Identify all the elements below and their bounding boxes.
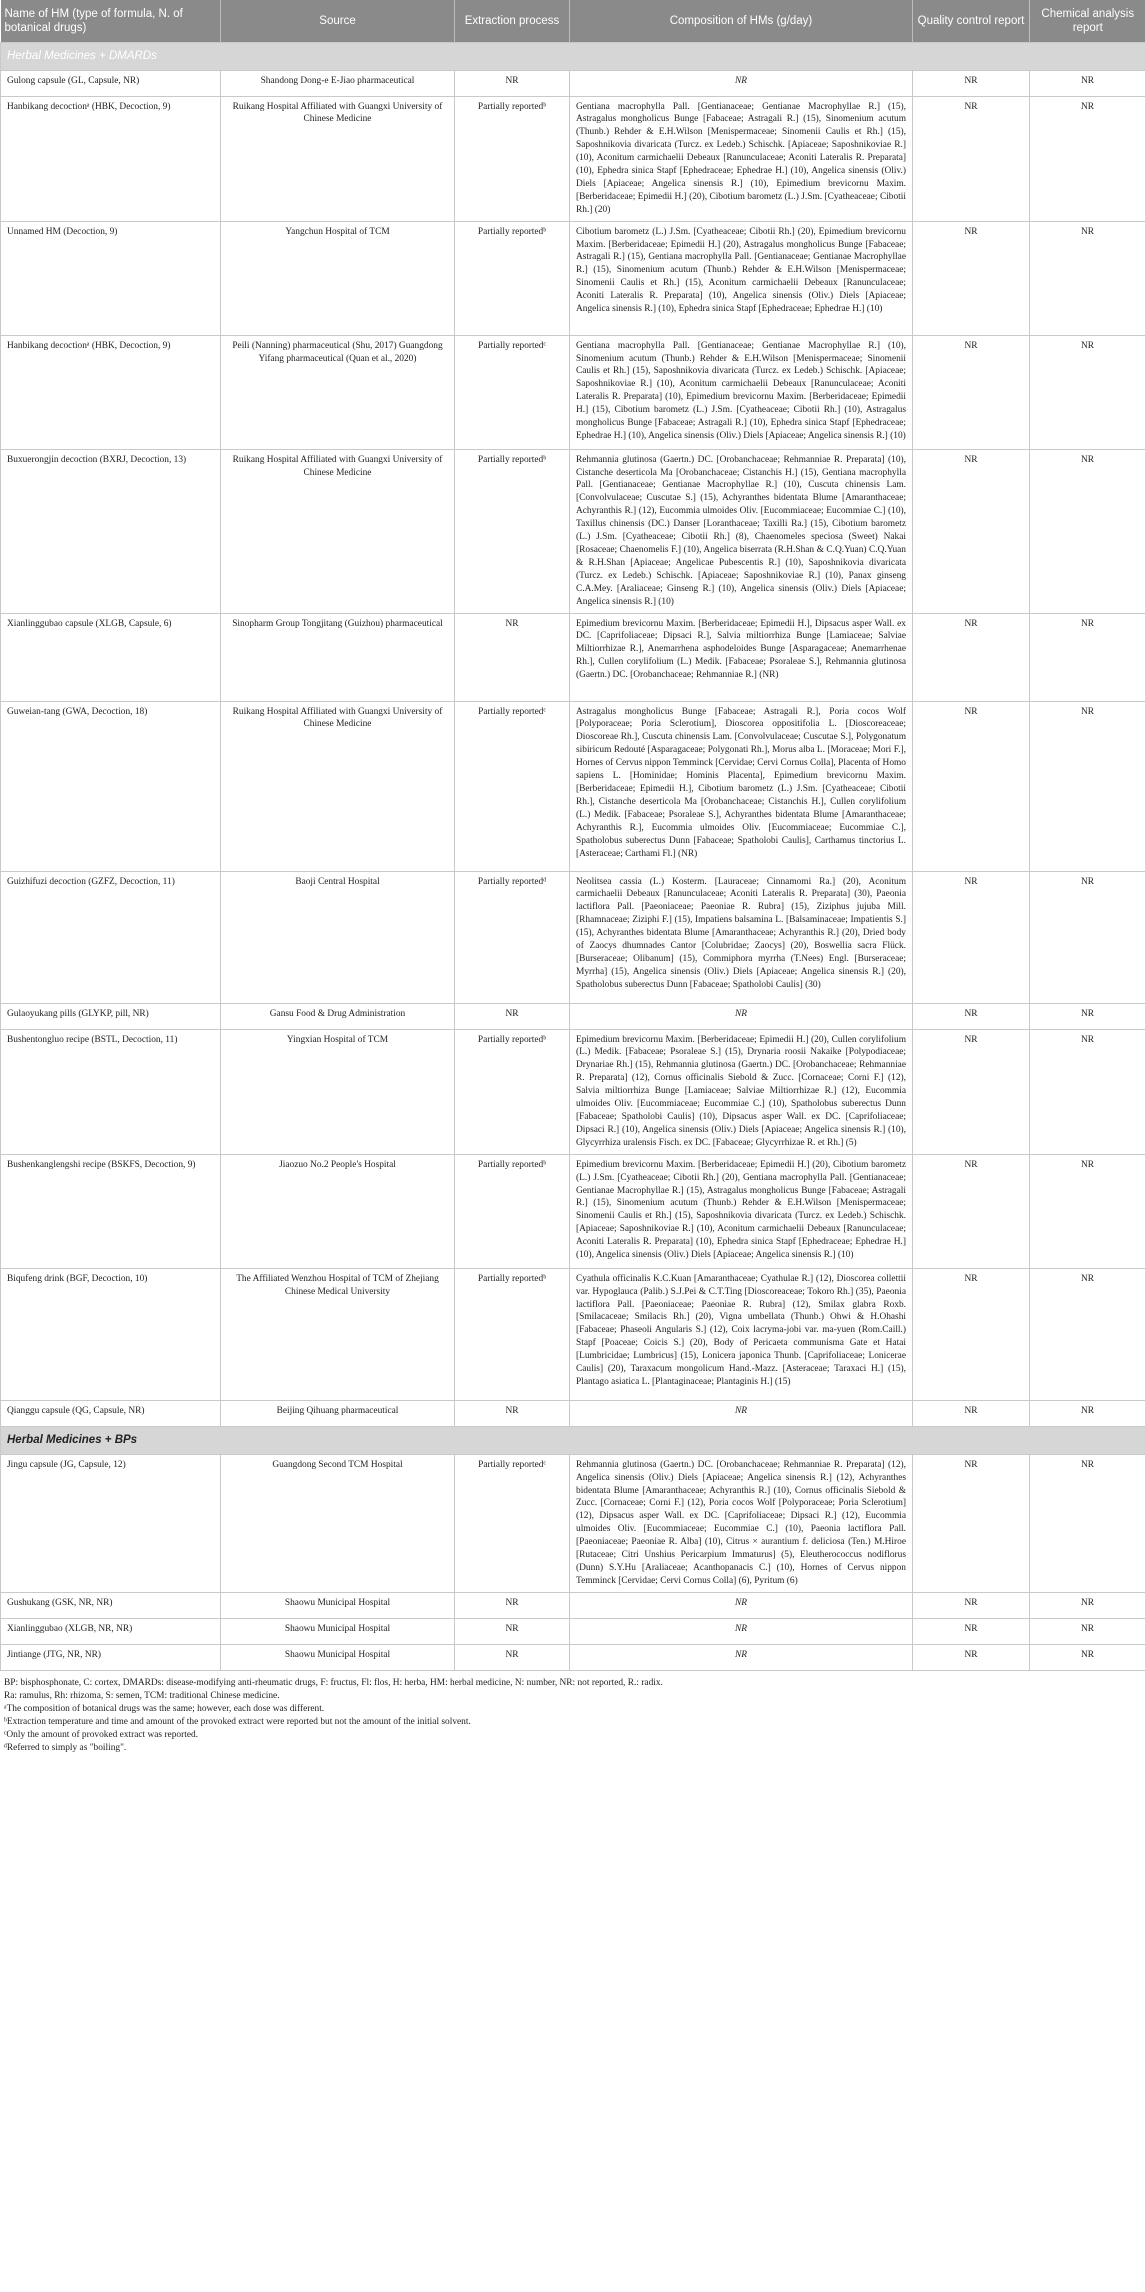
source-cell: Baoji Central Hospital (221, 871, 455, 1003)
quality-control-cell: NR (913, 1029, 1030, 1154)
chemical-analysis-cell: NR (1030, 1154, 1145, 1268)
chemical-analysis-cell: NR (1030, 1644, 1145, 1670)
hm-name-cell: Gulong capsule (GL, Capsule, NR) (1, 70, 221, 96)
source-cell: Ruikang Hospital Affiliated with Guangxi University of Chinese Medicine (221, 449, 455, 613)
quality-control-cell: NR (913, 335, 1030, 449)
source-cell: Shandong Dong-e E-Jiao pharmaceutical (221, 70, 455, 96)
chemical-analysis-cell: NR (1030, 1618, 1145, 1644)
chemical-analysis-cell: NR (1030, 613, 1145, 701)
quality-control-cell: NR (913, 1454, 1030, 1592)
source-cell: Beijing Qihuang pharmaceutical (221, 1400, 455, 1426)
extraction-cell: Partially reportedᵈ (455, 871, 570, 1003)
footnote-line: ᵈReferred to simply as "boiling". (4, 1742, 127, 1753)
composition-cell: Epimedium brevicornu Maxim. [Berberidaceae; Epimedii H.] (20), Cullen corylifolium (L.) Medik. [Fabaceae; Psoraleae S.] (15), Drynaria roosii Nakaike [Polypodiaceae; Drynariae Rh.] (15), Rehmannia glutinosa (Gaertn.) DC. [Orobanchaceae; Rehmanniae R. Preparata] (12), Cornus officinalis Siebold & Zucc. [Cornaceae; Corni F.] (12), Salvia miltiorrhiza Bunge [Lamiaceae; Salviae Miltiorrhizae R.] (12), Eucommia ulmoides Oliv. [Eucommiaceae; Eucommiae C.] (10), Spatholobus suberectus Dunn [Fabaceae; Spatholobi Caulis] (10), Dipsacus asper Wall. ex DC. [Caprifoliaceae; Dipsaci R.] (10), Angelica sinensis (Oliv.) Diels [Apiaceae; Angelica sinensis R.] (10), Glycyrrhiza uralensis Fisch. ex DC. [Fabaceae; Glycyrrhizae R. et Rh.] (5) (570, 1029, 913, 1154)
chemical-analysis-cell: NR (1030, 871, 1145, 1003)
hm-name-cell: Gushukang (GSK, NR, NR) (1, 1592, 221, 1618)
composition-cell: NR (570, 1618, 913, 1644)
source-cell: Ruikang Hospital Affiliated with Guangxi University of Chinese Medicine (221, 701, 455, 871)
composition-cell: NR (570, 70, 913, 96)
col-header-extraction: Extraction process (455, 0, 570, 42)
extraction-cell: NR (455, 1003, 570, 1029)
quality-control-cell: NR (913, 96, 1030, 221)
hm-name-cell: Biqufeng drink (BGF, Decoction, 10) (1, 1268, 221, 1400)
hm-name-cell: Bushentongluo recipe (BSTL, Decoction, 11) (1, 1029, 221, 1154)
hm-name-cell: Qianggu capsule (QG, Capsule, NR) (1, 1400, 221, 1426)
table-row (1, 1003, 1145, 1029)
chemical-analysis-cell: NR (1030, 1003, 1145, 1029)
footnote-line: Ra: ramulus, Rh: rhizoma, S: semen, TCM: traditional Chinese medicine. (4, 1690, 280, 1701)
chemical-analysis-cell: NR (1030, 1592, 1145, 1618)
composition-cell: Neolitsea cassia (L.) Kosterm. [Lauraceae; Cinnamomi Ra.] (20), Aconitum carmichaelii Debeaux [Ranunculaceae; Aconiti Lateralis R. Preparata] (30), Paeonia lactiflora Pall. [Paeoniaceae; Paeoniae R. Rubra] (15), Ziziphus jujuba Mill. [Rhamnaceae; Ziziphi F.] (15), Impatiens balsamina L. [Balsaminaceae; Impatientis S.] (15), Achyranthes bidentata Blume [Amaranthaceae; Achyranthis R.] (20), Dried body of Zaocys dhumnades Cantor [Colubridae; Zaocys] (20), Boswellia sacra Flück. [Burseraceae; Olibanum] (15), Commiphora myrrha (T.Nees) Engl. [Burseraceae; Myrrha] (15), Angelica sinensis (Oliv.) Diels [Apiaceae; Angelica sinensis R.] (20), Spatholobus suberectus Dunn [Fabaceae; Spatholobi Caulis] (30) (570, 871, 913, 1003)
hm-name-cell: Gulaoyukang pills (GLYKP, pill, NR) (1, 1003, 221, 1029)
section-header (1, 1426, 1145, 1454)
quality-control-cell: NR (913, 221, 1030, 335)
hm-name-cell: Unnamed HM (Decoction, 9) (1, 221, 221, 335)
composition-cell: NR (570, 1003, 913, 1029)
hm-name-cell: Guizhifuzi decoction (GZFZ, Decoction, 11) (1, 871, 221, 1003)
quality-control-cell: NR (913, 70, 1030, 96)
source-cell: Guangdong Second TCM Hospital (221, 1454, 455, 1592)
chemical-analysis-cell: NR (1030, 70, 1145, 96)
table-footnotes (0, 1671, 1145, 1755)
source-cell: Jiaozuo No.2 People's Hospital (221, 1154, 455, 1268)
source-cell: Sinopharm Group Tongjitang (Guizhou) pharmaceutical (221, 613, 455, 701)
quality-control-cell: NR (913, 1154, 1030, 1268)
extraction-cell: Partially reportedᵇ (455, 449, 570, 613)
table-row (1, 613, 1145, 701)
source-cell: Yingxian Hospital of TCM (221, 1029, 455, 1154)
hm-name-cell: Guweian-tang (GWA, Decoction, 18) (1, 701, 221, 871)
source-cell: Shaowu Municipal Hospital (221, 1618, 455, 1644)
composition-cell: Epimedium brevicornu Maxim. [Berberidaceae; Epimedii H.] (20), Cibotium barometz (L.) J.Sm. [Cyatheaceae; Cibotii Rh.] (20), Gentiana macrophylla Pall. [Gentianaceae; Gentianae Macrophyllae R.] (15), Astragalus mongholicus Bunge [Fabaceae; Astragali R.] (15), Sinomenium acutum (Thunb.) Rehder & E.H.Wilson [Menispermaceae; Sinomenii Caulis et Rh.] (15), Saposhnikovia divaricata (Turcz. ex Ledeb.) Schischk. [Apiaceae; Saposhnikoviae R.] (10), Aconitum carmichaelii Debeaux [Ranunculaceae; Aconiti Lateralis R. Preparata] (10), Ephedra sinica Stapf [Ephedraceae; Ephedrae H.] (10), Angelica sinensis (Oliv.) Diels [Apiaceae; Angelica sinensis R.] (10) (570, 1154, 913, 1268)
source-cell: Peili (Nanning) pharmaceutical (Shu, 2017) Guangdong Yifang pharmaceutical (Quan et al., 2020) (221, 335, 455, 449)
hm-name-cell: Xianlinggubao capsule (XLGB, Capsule, 6) (1, 613, 221, 701)
composition-cell: Rehmannia glutinosa (Gaertn.) DC. [Orobanchaceae; Rehmanniae R. Preparata] (12), Angelica sinensis (Oliv.) Diels [Apiaceae; Angelica sinensis R.] (12), Achyranthes bidentata Blume [Amaranthaceae; Achyranthis R.] (10), Cornus officinalis Siebold & Zucc. [Cornaceae; Corni F.] (12), Poria cocos Wolf [Polyporaceae; Poria Sclerotium] (12), Dipsacus asper Wall. ex DC. [Caprifoliaceae; Dipsaci R.] (12), Eucommia ulmoides Oliv. [Eucommiaceae; Eucommiae C.] (10), Paeonia lactiflora Pall. [Paeoniaceae; Paeoniae R. Alba] (10), Citrus × aurantium f. deliciosa (Ten.) M.Hiroe [Rutaceae; Citri Unshius Pericarpium Immaturus] (5), Eleutherococcus nodiflorus (Dunn) S.Y.Hu [Araliaceae; Acanthopanacis C.] (10), Hornes of Cervus nippon Temminck [Cervidae; Cervi Cornus Colla] (6), Pyritum (6) (570, 1454, 913, 1592)
quality-control-cell: NR (913, 1644, 1030, 1670)
table-row (1, 1029, 1145, 1154)
table-row (1, 335, 1145, 449)
composition-cell: Rehmannia glutinosa (Gaertn.) DC. [Orobanchaceae; Rehmanniae R. Preparata] (10), Cistanche deserticola Ma [Orobanchaceae; Cistanchis H.] (15), Gentiana macrophylla Pall. [Gentianaceae; Gentianae Macrophyllae R.] (10), Cuscuta chinensis Lam. [Convolvulaceae; Cuscutae S.] (15), Achyranthes bidentata Blume [Amaranthaceae; Achyranthis R.] (12), Eucommia ulmoides Oliv. [Eucommiaceae; Eucommiae C.] (10), Taxillus chinensis (DC.) Danser [Loranthaceae; Taxilli Ra.] (15), Cibotium barometz (L.) J.Sm. [Cyatheaceae; Cibotii Rh.] (8), Chaenomeles speciosa (Sweet) Nakai [Rosaceae; Chaenomelis F.] (10), Angelica biserrata (R.H.Shan & C.Q.Yuan) C.Q.Yuan & R.H.Shan [Apiaceae; Angelicae Pubescentis R.] (10), Saposhnikovia divaricata (Turcz. ex Ledeb.) Schischk. [Apiaceae; Saposhnikoviae R.] (10), Panax ginseng C.A.Mey. [Araliaceae; Ginseng R.] (10), Angelica sinensis (Oliv.) Diels [Apiaceae; Angelica sinensis R.] (10) (570, 449, 913, 613)
quality-control-cell: NR (913, 1003, 1030, 1029)
chemical-analysis-cell: NR (1030, 449, 1145, 613)
table-row (1, 1268, 1145, 1400)
composition-cell: NR (570, 1592, 913, 1618)
extraction-cell: NR (455, 1618, 570, 1644)
quality-control-cell: NR (913, 871, 1030, 1003)
table-row (1, 1154, 1145, 1268)
chemical-analysis-cell: NR (1030, 335, 1145, 449)
chemical-analysis-cell: NR (1030, 1454, 1145, 1592)
footnote-line: ᵃThe composition of botanical drugs was the same; however, each dose was different. (4, 1703, 325, 1714)
table-row (1, 1400, 1145, 1426)
composition-cell: Gentiana macrophylla Pall. [Gentianaceae; Gentianae Macrophyllae R.] (10), Sinomenium acutum (Thunb.) Rehder & E.H.Wilson [Menispermaceae; Sinomenii Caulis et Rh.] (15), Saposhnikovia divaricata (Turcz. ex Ledeb.) Schischk. [Apiaceae; Saposhnikoviae R.] (10), Aconitum carmichaelii Debeaux [Ranunculaceae; Aconiti Lateralis R. Preparata] (10), Epimedium brevicornu Maxim. [Berberidaceae; Epimedii H.] (15), Cibotium barometz (L.) J.Sm. [Cyatheaceae; Cibotii Rh.] (10), Astragalus mongholicus Bunge [Fabaceae; Astragali R.] (10), Ephedra sinica Stapf [Ephedraceae; Ephedrae H.] (10), Angelica sinensis (Oliv.) Diels [Apiaceae; Angelica sinensis R.] (10) (570, 335, 913, 449)
table-row (1, 1644, 1145, 1670)
table-row (1, 1592, 1145, 1618)
table-row (1, 701, 1145, 871)
source-cell: Ruikang Hospital Affiliated with Guangxi University of Chinese Medicine (221, 96, 455, 221)
table-row (1, 1454, 1145, 1592)
table-row (1, 96, 1145, 221)
chemical-analysis-cell: NR (1030, 221, 1145, 335)
table-header (1, 0, 1145, 42)
hm-name-cell: Xianlinggubao (XLGB, NR, NR) (1, 1618, 221, 1644)
footnote-line: BP: bisphosphonate, C: cortex, DMARDs: disease-modifying anti-rheumatic drugs, F: fructus, Fl: flos, H: herba, HM: herbal medicine, N: number, NR: not reported, R.: radix. (4, 1677, 663, 1688)
quality-control-cell: NR (913, 1592, 1030, 1618)
col-header-composition: Composition of HMs (g/day) (570, 0, 913, 42)
extraction-cell: NR (455, 1400, 570, 1426)
chemical-analysis-cell: NR (1030, 701, 1145, 871)
section-title: Herbal Medicines + DMARDs (1, 42, 1145, 70)
extraction-cell: Partially reportedᵇ (455, 1029, 570, 1154)
composition-cell: Cibotium barometz (L.) J.Sm. [Cyatheaceae; Cibotii Rh.] (20), Epimedium brevicornu Maxim. [Berberidaceae; Epimedii H.] (20), Astragalus mongholicus Bunge [Fabaceae; Astragali R.] (15), Gentiana macrophylla Pall. [Gentianaceae; Gentianae Macrophyllae R.] (15), Sinomenium acutum (Thunb.) Rehder & E.H.Wilson [Menispermaceae; Sinomenii Caulis et Rh.] (15), Aconitum carmichaelii Debeaux [Ranunculaceae; Aconiti Lateralis R. Preparata] (10), Angelica sinensis (Oliv.) Diels [Apiaceae; Angelica sinensis R.] (10), Ephedra sinica Stapf [Ephedraceae; Ephedrae H.] (10) (570, 221, 913, 335)
hm-name-cell: Jintiange (JTG, NR, NR) (1, 1644, 221, 1670)
table-row (1, 70, 1145, 96)
hm-name-cell: Jingu capsule (JG, Capsule, 12) (1, 1454, 221, 1592)
composition-cell: Astragalus mongholicus Bunge [Fabaceae; Astragali R.], Poria cocos Wolf [Polyporaceae; Poria Sclerotium], Dioscorea oppositifolia L. [Dioscoreaceae; Dioscoreae Rh.], Cuscuta chinensis Lam. [Convolvulaceae; Cuscutae S.], Polygonatum sibiricum Redouté [Asparagaceae; Polygonati Rh.], Morus alba L. [Moraceae; Mori F.], Hornes of Cervus nippon Temminck [Cervidae; Cervi Cornus Colla], Placenta of Homo sapiens L. [Hominidae; Hominis Placenta], Epimedium brevicornu Maxim. [Berberidaceae; Epimedii H.], Cibotium barometz (L.) J.Sm. [Cyatheaceae; Cibotii Rh.], Cistanche deserticola Ma [Orobanchaceae; Cistanchis H.], Cullen corylifolium (L.) Medik. [Fabaceae; Psoraleae S.], Achyranthes bidentata Blume [Amaranthaceae; Achyranthis R.], Eucommia ulmoides Oliv. [Eucommiaceae; Eucommiae C.], Spatholobus suberectus Dunn [Fabaceae; Spatholobi Caulis], Carthamus tinctorius L. [Asteraceae; Carthami Fl.] (NR) (570, 701, 913, 871)
extraction-cell: Partially reportedᶜ (455, 1454, 570, 1592)
source-cell: Shaowu Municipal Hospital (221, 1644, 455, 1670)
chemical-analysis-cell: NR (1030, 1029, 1145, 1154)
extraction-cell: Partially reportedᶜ (455, 701, 570, 871)
col-header-quality-control: Quality control report (913, 0, 1030, 42)
quality-control-cell: NR (913, 449, 1030, 613)
quality-control-cell: NR (913, 701, 1030, 871)
quality-control-cell: NR (913, 613, 1030, 701)
table-row (1, 1618, 1145, 1644)
composition-cell: NR (570, 1400, 913, 1426)
extraction-cell: NR (455, 70, 570, 96)
chemical-analysis-cell: NR (1030, 1268, 1145, 1400)
extraction-cell: Partially reportedᵇ (455, 1154, 570, 1268)
extraction-cell: Partially reportedᵇ (455, 1268, 570, 1400)
table-row (1, 871, 1145, 1003)
table-row (1, 449, 1145, 613)
hm-name-cell: Buxuerongjin decoction (BXRJ, Decoction, 13) (1, 449, 221, 613)
col-header-chemical-analysis: Chemical analysis report (1030, 0, 1145, 42)
composition-cell: Epimedium brevicornu Maxim. [Berberidaceae; Epimedii H.], Dipsacus asper Wall. ex DC. [Caprifoliaceae; Dipsaci R.], Salvia miltiorrhiza Bunge [Lamiaceae; Salviae Miltiorrhizae R.], Anemarrhena asphodeloides Bunge [Asparagaceae; Anemarrhenae Rh.], Cullen corylifolium (L.) Medik. [Fabaceae; Psoraleae S.], Rehmannia glutinosa (Gaertn.) DC. [Orobanchaceae; Rehmanniae R.] (NR) (570, 613, 913, 701)
hm-name-cell: Hanbikang decoctionᵃ (HBK, Decoction, 9) (1, 96, 221, 221)
col-header-name: Name of HM (type of formula, N. of botanical drugs) (1, 0, 221, 42)
footnote-line: ᵇExtraction temperature and time and amount of the provoked extract were reported but not the amount of the initial solvent. (4, 1716, 471, 1727)
hm-name-cell: Hanbikang decoctionᵃ (HBK, Decoction, 9) (1, 335, 221, 449)
hm-name-cell: Bushenkanglengshi recipe (BSKFS, Decoction, 9) (1, 1154, 221, 1268)
extraction-cell: NR (455, 1644, 570, 1670)
composition-cell: NR (570, 1644, 913, 1670)
section-header (1, 42, 1145, 70)
quality-control-cell: NR (913, 1400, 1030, 1426)
table-row (1, 221, 1145, 335)
chemical-analysis-cell: NR (1030, 1400, 1145, 1426)
extraction-cell: Partially reportedᵇ (455, 96, 570, 221)
quality-control-cell: NR (913, 1268, 1030, 1400)
quality-control-cell: NR (913, 1618, 1030, 1644)
extraction-cell: NR (455, 1592, 570, 1618)
chemical-analysis-cell: NR (1030, 96, 1145, 221)
source-cell: Shaowu Municipal Hospital (221, 1592, 455, 1618)
source-cell: Yangchun Hospital of TCM (221, 221, 455, 335)
extraction-cell: Partially reportedᵇ (455, 221, 570, 335)
source-cell: The Affiliated Wenzhou Hospital of TCM of Zhejiang Chinese Medical University (221, 1268, 455, 1400)
footnote-line: ᶜOnly the amount of provoked extract was reported. (4, 1729, 199, 1740)
source-cell: Gansu Food & Drug Administration (221, 1003, 455, 1029)
table-body (1, 42, 1145, 1670)
composition-cell: Gentiana macrophylla Pall. [Gentianaceae; Gentianae Macrophyllae R.] (15), Astragalus mongholicus Bunge [Fabaceae; Astragali R.] (15), Sinomenium acutum (Thunb.) Rehder & E.H.Wilson [Menispermaceae; Sinomenii Caulis et Rh.] (15), Saposhnikovia divaricata (Turcz. ex Ledeb.) Schischk. [Apiaceae; Saposhnikoviae R.] (10), Aconitum carmichaelii Debeaux [Ranunculaceae; Aconiti Lateralis R. Preparata] (10), Ephedra sinica Stapf [Ephedraceae; Ephedrae H.] (10), Angelica sinensis (Oliv.) Diels [Apiaceae; Angelica sinensis R.] (10), Epimedium brevicornu Maxim. [Berberidaceae; Epimedii H.] (20), Cibotium barometz (L.) J.Sm. [Cyatheaceae; Cibotii Rh.] (20) (570, 96, 913, 221)
section-title: Herbal Medicines + BPs (1, 1426, 1145, 1454)
extraction-cell: NR (455, 613, 570, 701)
extraction-cell: Partially reportedᶜ (455, 335, 570, 449)
composition-cell: Cyathula officinalis K.C.Kuan [Amaranthaceae; Cyathulae R.] (12), Dioscorea collettii var. Hypoglauca (Palib.) S.J.Pei & C.T.Ting [Dioscoreaceae; Tokoro Rh.] (35), Paeonia lactiflora Pall. [Paeoniaceae; Paeoniae R. Rubra] (12), Smilax glabra Roxb. [Smilacaceae; Smilacis Rh.] (20), Vigna umbellata (Thunb.) Ohwi & H.Ohashi [Fabaceae; Phaseoli Angularis S.] (12), Coix lacryma-jobi var. ma-yuen (Rom.Caill.) Stapf [Poaceae; Coicis S.] (20), Body of Pericaeta communisma Gate et Hatai [Lumbricidae; Lumbricus] (15), Lonicera japonica Thunb. [Caprifoliaceae; Lonicerae Caulis] (20), Taraxacum mongolicum Hand.-Mazz. [Asteraceae; Taraxaci H.] (15), Plantago asiatica L. [Plantaginaceae; Plantaginis H.] (15) (570, 1268, 913, 1400)
col-header-source: Source (221, 0, 455, 42)
